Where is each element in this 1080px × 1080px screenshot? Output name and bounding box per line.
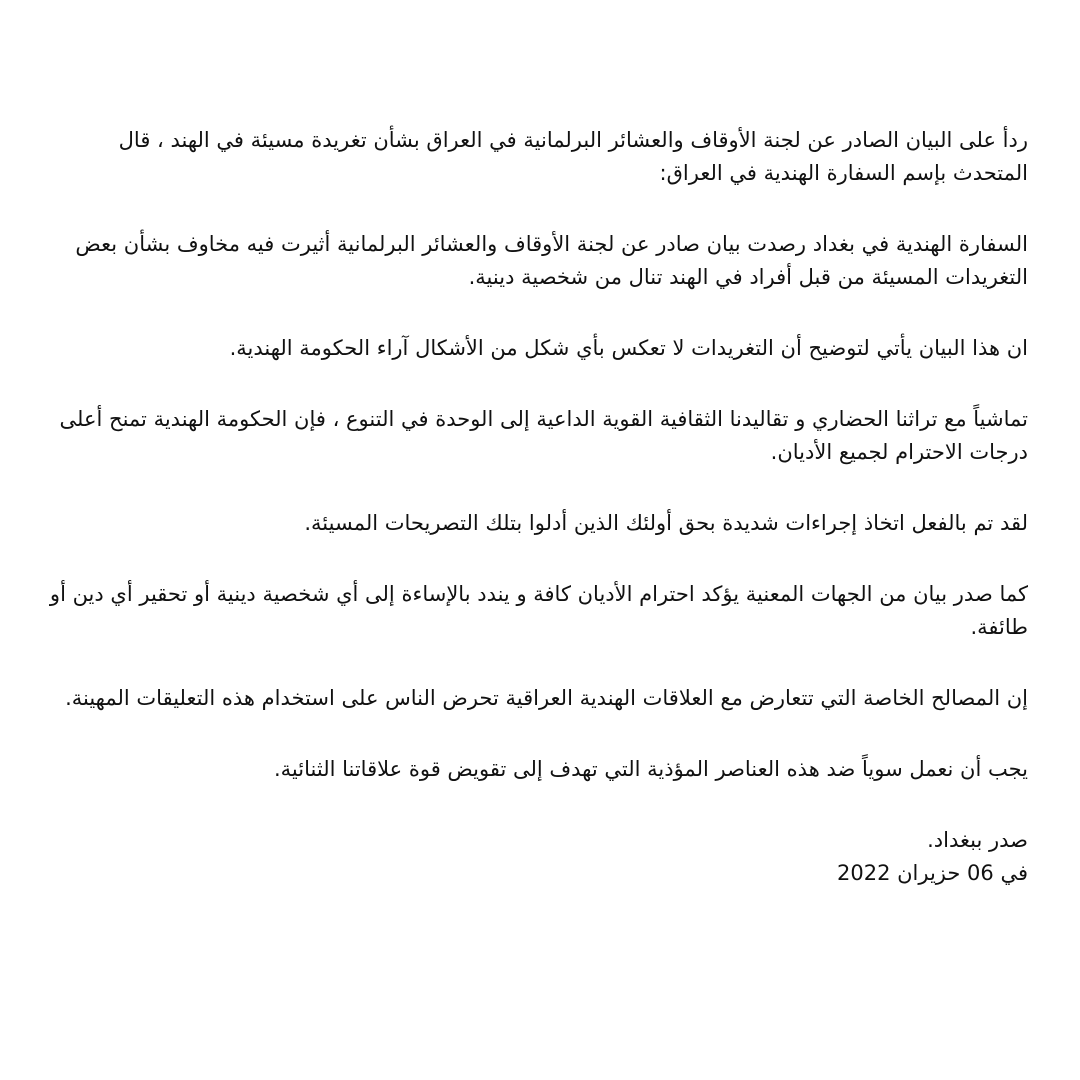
issued-place: صدر ببغداد. (927, 828, 1028, 852)
paragraph-work-together: يجب أن نعمل سوياً ضد هذه العناصر المؤذية التي تهدف إلى تقويض قوة علاقاتنا الثنائية. (274, 757, 1028, 781)
paragraph-official-statement: كما صدر بيان من الجهات المعنية يؤكد احترام الأديان كافة و يندد بالإساءة إلى أي شخصية دينية أو تحقير أي دين أو طائفة. (49, 582, 1028, 639)
paragraph-clarification: ان هذا البيان يأتي لتوضيح أن التغريدات لا تعكس بأي شكل من الأشكال آراء الحكومة الهندية. (229, 336, 1028, 360)
issued-date: في 06 حزيران 2022 (836, 861, 1028, 885)
signoff (40, 824, 1028, 890)
paragraph-intro: ردأ على البيان الصادر عن لجنة الأوقاف والعشائر البرلمانية في العراق بشأن تغريدة مسيئة في الهند ، قال المتحدث بإسم السفارة الهندية في العراق: (118, 128, 1028, 185)
statement-body (40, 124, 1028, 890)
paragraph-embassy-monitoring: السفارة الهندية في بغداد رصدت بيان صادر عن لجنة الأوقاف والعشائر البرلمانية أثيرت فيه مخاوف بشأن بعض التغريدات المسيئة من قبل أفراد في الهند تنال من شخصية دينية. (75, 232, 1028, 289)
paragraph-respect-religions: تماشياً مع تراثنا الحضاري و تقاليدنا الثقافية القوية الداعية إلى الوحدة في التنوع ، فإن الحكومة الهندية تمنح أعلى درجات الاحترام لجميع الأديان. (59, 407, 1028, 464)
paragraph-action-taken: لقد تم بالفعل اتخاذ إجراءات شديدة بحق أولئك الذين أدلوا بتلك التصريحات المسيئة. (304, 511, 1028, 535)
paragraph-vested-interests: إن المصالح الخاصة التي تتعارض مع العلاقات الهندية العراقية تحرض الناس على استخدام هذه التعليقات المهينة. (65, 686, 1028, 710)
